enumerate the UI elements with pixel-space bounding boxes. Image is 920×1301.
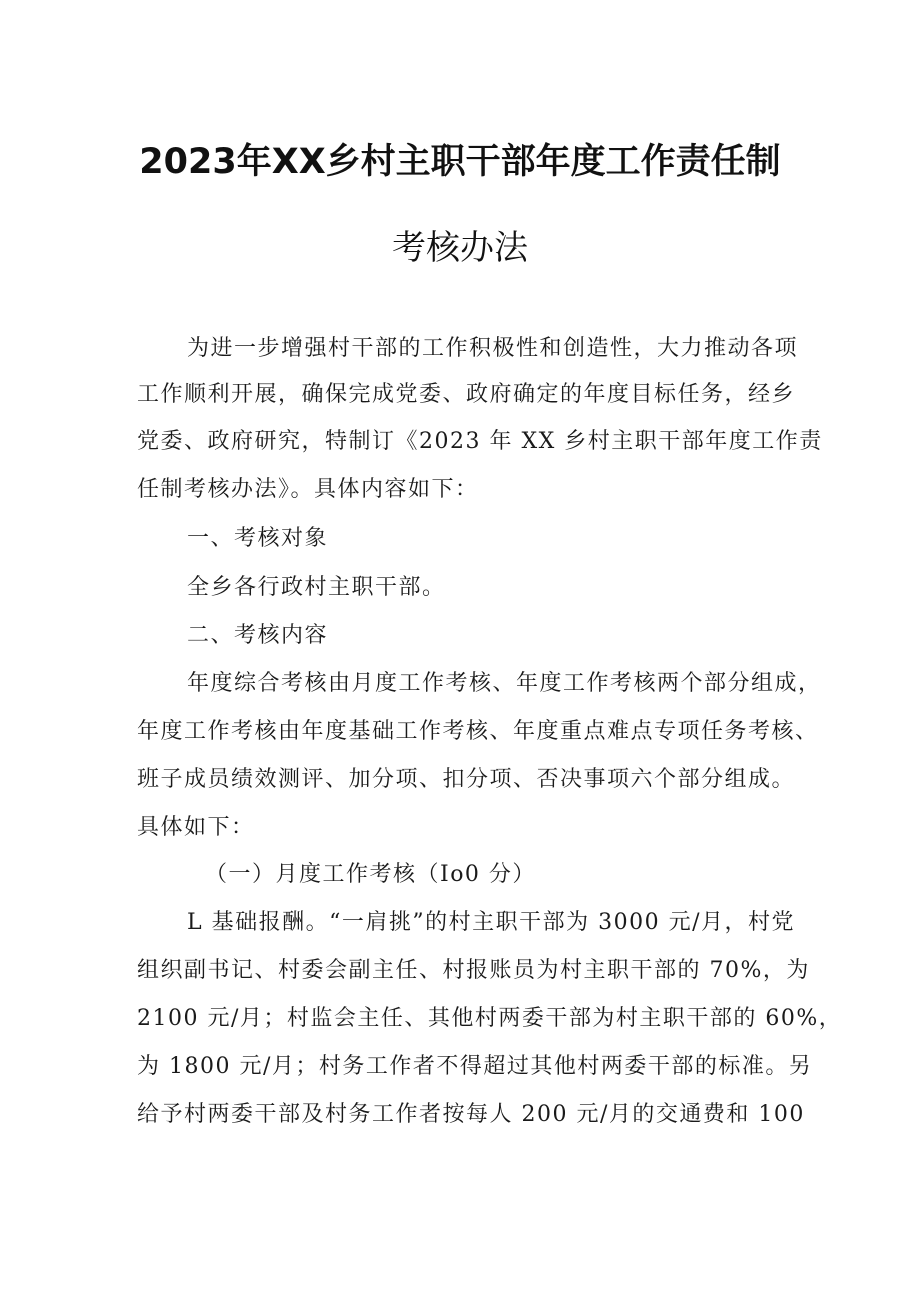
subsection-heading: （一）月度工作考核（Io0 分） bbox=[205, 862, 536, 887]
document-title-line-2: 考核办法 bbox=[392, 228, 528, 268]
body-line: 班子成员绩效测评、加分项、扣分项、否决事项六个部分组成。 bbox=[137, 767, 796, 792]
body-line: 具体如下： bbox=[137, 815, 255, 840]
body-line: 全乡各行政村主职干部。 bbox=[187, 575, 446, 600]
section-heading: 二、考核内容 bbox=[187, 623, 329, 648]
body-line: L 基础报酬。“一肩挑”的村主职干部为 3000 元/月，村党 bbox=[187, 910, 795, 935]
body-line: 年度工作考核由年度基础工作考核、年度重点难点专项任务考核、 bbox=[137, 719, 819, 744]
body-line: 为 1800 元/月；村务工作者不得超过其他村两委干部的标准。另 bbox=[137, 1054, 813, 1079]
document-title-line-1: 2023年XX乡村主职干部年度工作责任制 bbox=[139, 142, 781, 182]
section-heading: 一、考核对象 bbox=[187, 526, 329, 551]
body-line: 任制考核办法》。具体内容如下： bbox=[137, 477, 479, 502]
body-line: 党委、政府研究，特制订《2023 年 XX 乡村主职干部年度工作责 bbox=[137, 429, 823, 454]
body-line: 工作顺利开展，确保完成党委、政府确定的年度目标任务，经乡 bbox=[137, 382, 796, 407]
body-line: 2100 元/月；村监会主任、其他村两委干部为村主职干部的 60%， bbox=[137, 1006, 843, 1031]
body-line: 组织副书记、村委会副主任、村报账员为村主职干部的 70%，为 bbox=[137, 958, 810, 983]
body-line: 为进一步增强村干部的工作积极性和创造性，大力推动各项 bbox=[187, 336, 799, 361]
body-line: 给予村两委干部及村务工作者按每人 200 元/月的交通费和 100 bbox=[137, 1102, 805, 1127]
body-line: 年度综合考核由月度工作考核、年度工作考核两个部分组成， bbox=[187, 671, 822, 696]
